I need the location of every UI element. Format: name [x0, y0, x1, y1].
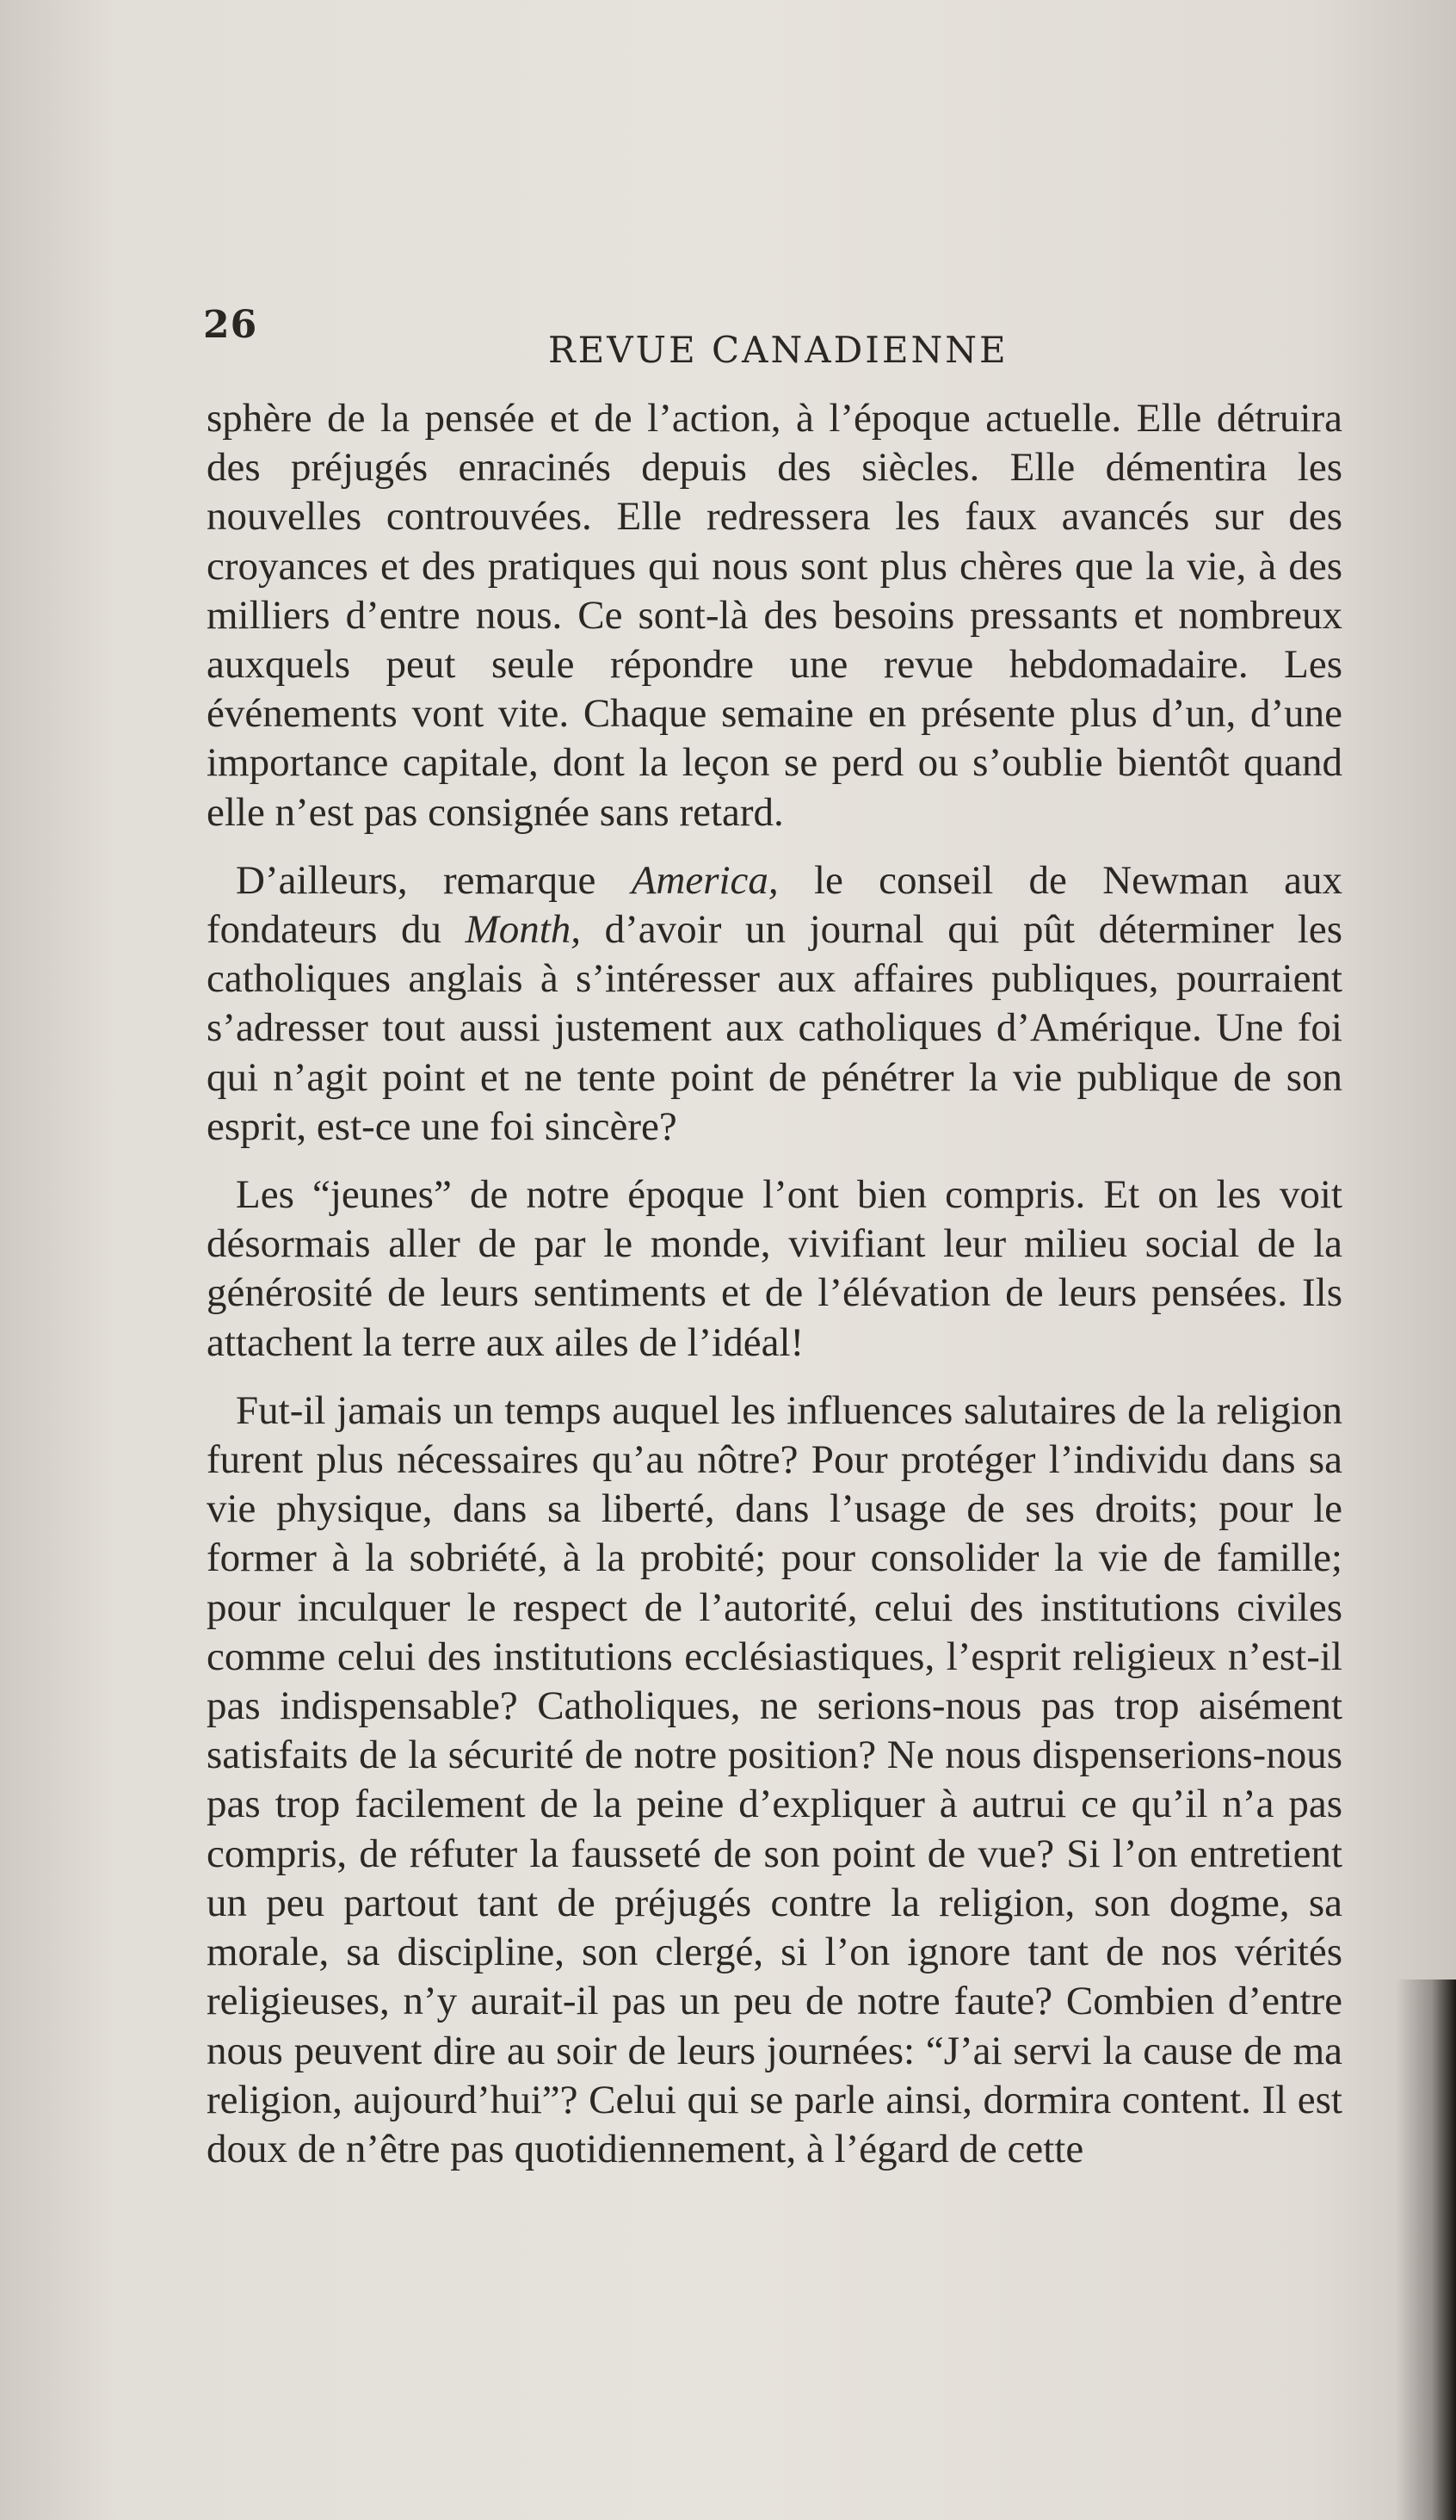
paragraph-2-after: d’avoir un journal qui pût déterminer les catholiques anglais à s’intéresser aux affaires publiques, pourraient s’adresser tout aussi justement aux catholiques d’Amérique. Une foi qui n’agit point et ne tente point de pénétrer la vie publique de son esprit, est-ce une foi sincère?: [207, 907, 1342, 1149]
paragraph-4: Fut-il jamais un temps auquel les influences salutaires de la religion furent plus nécessaires qu’au nôtre? Pour protéger l’individu dans sa vie physique, dans sa liberté, dans l’usage de ses droits; pour le former à la sobriété, à la probité; pour consolider la vie de famille; pour inculquer le respect de l’autorité, celui des institutions civiles comme celui des institutions ecclésiastiques, l’esprit religieux n’est-il pas indispensable? Catholiques, ne serions-nous pas trop aisément satisfaits de la sécurité de notre position? Ne nous dispenserions-nous pas trop facilement de la peine d’expliquer à autrui ce qu’il n’a pas compris, de réfuter la fausseté de son point de vue? Si l’on entretient un peu partout tant de préjugés contre la religion, son dogme, sa morale, sa discipline, son clergé, si l’on ignore tant de nos vérités religieuses, n’y aurait-il pas un peu de notre faute? Combien d’entre nous peuvent dire au soir de leurs journées: “J’ai servi la cause de ma religion, aujourd’hui”? Celui qui se parle ainsi, dormira content. Il est doux de n’être pas quotidiennement, à l’égard de cette: [207, 1387, 1342, 2171]
paragraph-1: sphère de la pensée et de l’action, à l’époque actuelle. Elle détruira des préjugés enracinés depuis des siècles. Elle démentira les nouvelles controuvées. Elle redressera les faux avancés sur des croyances et des pratiques qui nous sont plus chères que la vie, à des milliers d’entre nous. Ce sont-là des besoins pressants et nombreux auxquels peut seule répondre une revue hebdomadaire. Les événements vont vite. Chaque semaine en présente plus d’un, d’une importance capitale, dont la leçon se perd ou s’oublie bientôt quand elle n’est pas consignée sans retard.: [207, 396, 1342, 835]
journal-title-month: Month,: [465, 907, 582, 953]
paragraph-2-between: le conseil de Newman aux fondateurs du: [207, 857, 1342, 953]
running-title: REVUE CANADIENNE: [548, 329, 1009, 371]
body-text: [207, 394, 1342, 2174]
page-number: 26: [203, 303, 258, 347]
paragraph-3: Les “jeunes” de notre époque l’ont bien compris. Et on les voit désormais aller de par le monde, vivifiant leur milieu social de la générosité de leurs sentiments et de l’élévation de leurs pensées. Ils attachent la terre aux ailes de l’idéal!: [207, 1172, 1342, 1365]
paragraph-2-before: D’ailleurs, remarque: [236, 857, 632, 903]
page-edge-shadow: [1396, 1980, 1456, 2520]
page-header: [200, 303, 1344, 372]
journal-title-america: America,: [631, 857, 779, 903]
paragraph-2: [207, 856, 1342, 1152]
